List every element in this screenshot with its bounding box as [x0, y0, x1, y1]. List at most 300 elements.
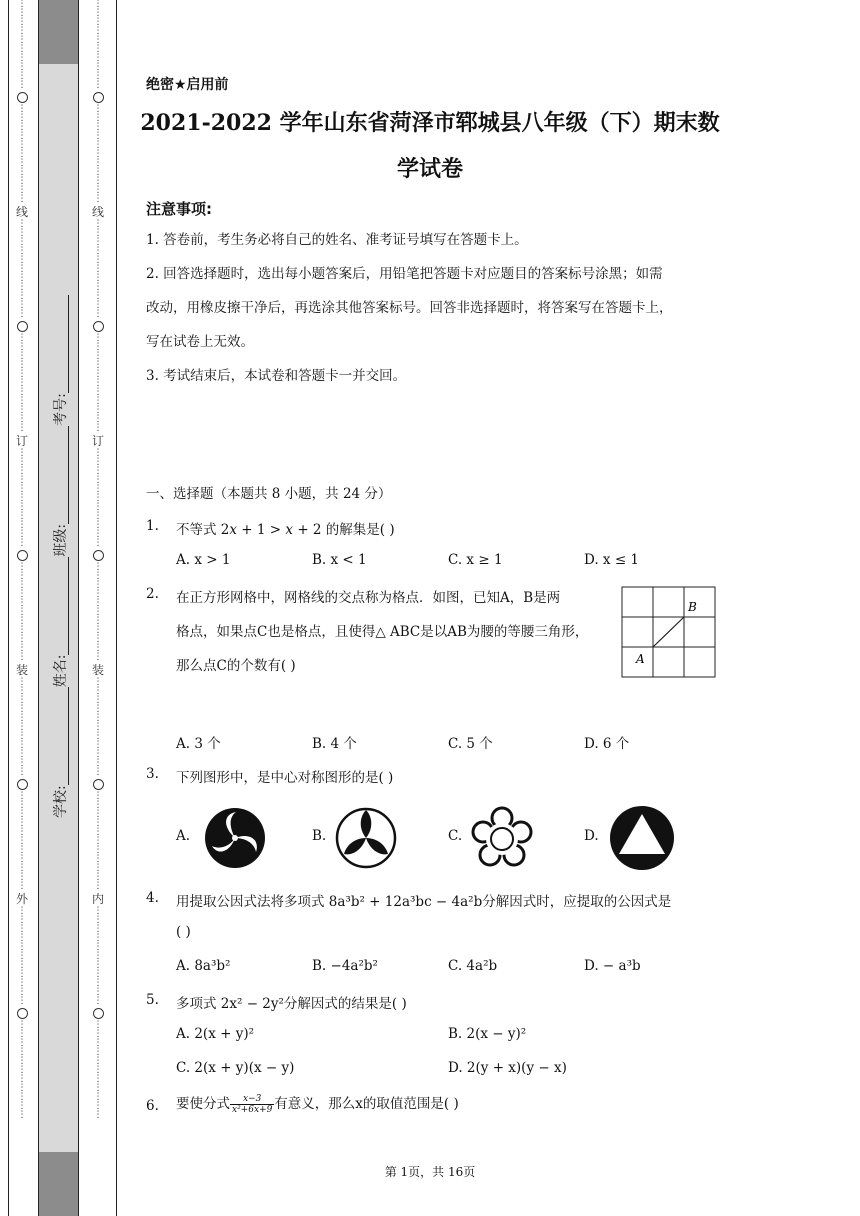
- seal-dot: ⋮: [93, 836, 103, 846]
- seal-dot: ⋮: [93, 818, 103, 828]
- seal-dot: ⋮: [93, 571, 103, 581]
- seal-dot: ⋮: [93, 924, 103, 934]
- seal-dot: ⋮: [93, 104, 103, 114]
- seal-dot: ⋮: [17, 0, 27, 9]
- seal-dot: ⋮: [93, 607, 103, 617]
- seal-dot: ⋮: [17, 71, 27, 81]
- binding-border-left: [8, 0, 9, 1216]
- seal-dot: ⋮: [17, 333, 27, 343]
- seal-dot: ⋮: [93, 1020, 103, 1030]
- seal-circle-icon: [17, 1008, 28, 1019]
- seal-dot: ⋮: [93, 791, 103, 801]
- notice-item-2-end: 写在试卷上无效。: [146, 334, 254, 350]
- seal-dot: ⋮: [93, 80, 103, 90]
- seal-dot: ⋮: [17, 845, 27, 855]
- name-field[interactable]: [54, 557, 69, 655]
- seal-dot: ⋮: [17, 1110, 27, 1120]
- seal-circle-icon: [93, 321, 104, 332]
- seal-dot: ⋮: [17, 987, 27, 997]
- seal-dot: ⋮: [17, 625, 27, 635]
- seal-circle-icon: [93, 92, 104, 103]
- seal-circle-icon: [17, 550, 28, 561]
- seal-char: 订: [15, 434, 28, 448]
- seal-dot: ⋮: [17, 529, 27, 539]
- seal-dot: ⋮: [93, 8, 103, 18]
- seal-dot: ⋮: [93, 466, 103, 476]
- seal-dot: ⋮: [17, 872, 27, 882]
- seal-dot: ⋮: [93, 71, 103, 81]
- notice-item-2-cont: 改动，用橡皮擦干净后，再选涂其他答案标号。回答非选择题时，将答案写在答题卡上，: [146, 300, 673, 316]
- seal-dot: ⋮: [93, 246, 103, 256]
- seal-dot: ⋮: [17, 53, 27, 63]
- seal-dot: ⋮: [93, 933, 103, 943]
- right-seal-column: [91, 0, 105, 1216]
- seal-dot: ⋮: [93, 749, 103, 759]
- seal-dot: ⋮: [17, 300, 27, 310]
- seal-dot: ⋮: [93, 800, 103, 810]
- seal-dot: ⋮: [93, 1029, 103, 1039]
- seal-dot: ⋮: [93, 767, 103, 777]
- seal-char: 外: [15, 892, 28, 906]
- q1-option-c[interactable]: C. x ≥ 1: [448, 552, 503, 568]
- seal-dot: ⋮: [17, 854, 27, 864]
- seal-dot: ⋮: [93, 863, 103, 873]
- seal-dot: ⋮: [17, 767, 27, 777]
- seal-dot: ⋮: [93, 35, 103, 45]
- seal-dot: ⋮: [93, 378, 103, 388]
- q2-stem-line3: 那么点C的个数有( ): [176, 658, 296, 674]
- seal-dot: ⋮: [93, 881, 103, 891]
- seal-dot: ⋮: [93, 405, 103, 415]
- q3-figure-d-triangle-circle: [608, 804, 676, 872]
- q2-option-b[interactable]: B. 4 个: [312, 736, 357, 752]
- seal-dot: ⋮: [93, 625, 103, 635]
- seal-dot: ⋮: [93, 598, 103, 608]
- q4-number: 4.: [146, 890, 159, 906]
- q4-option-b[interactable]: B. −4a²b²: [312, 958, 378, 974]
- seal-dot: ⋮: [17, 616, 27, 626]
- seal-dot: ⋮: [93, 634, 103, 644]
- q3-figure-a-triskelion: [202, 806, 268, 870]
- q4-stem-cont: ( ): [176, 924, 191, 940]
- seal-dot: ⋮: [93, 387, 103, 397]
- seal-circle-icon: [17, 321, 28, 332]
- q2-option-a[interactable]: A. 3 个: [176, 736, 221, 752]
- seal-dot: ⋮: [93, 26, 103, 36]
- seal-dot: ⋮: [93, 255, 103, 265]
- q4-stem: 用提取公因式法将多项式 8a³b² + 12a³bc − 4a²b分解因式时，应提取的公因式是: [176, 894, 672, 910]
- exam-no-field[interactable]: [54, 295, 69, 393]
- seal-dot: ⋮: [17, 942, 27, 952]
- seal-dot: ⋮: [93, 589, 103, 599]
- seal-dot: ⋮: [93, 122, 103, 132]
- seal-dot: ⋮: [17, 511, 27, 521]
- seal-dot: ⋮: [17, 194, 27, 204]
- binding-border-mid2: [78, 0, 79, 1216]
- seal-dot: ⋮: [93, 942, 103, 952]
- seal-dot: ⋮: [17, 809, 27, 819]
- binding-dark-top: [38, 0, 78, 64]
- seal-dot: ⋮: [17, 360, 27, 370]
- q1-option-b[interactable]: B. x < 1: [312, 552, 367, 568]
- seal-dot: ⋮: [17, 8, 27, 18]
- seal-dot: ⋮: [17, 149, 27, 159]
- seal-dot: ⋮: [93, 686, 103, 696]
- seal-dot: ⋮: [93, 131, 103, 141]
- exam-title-line1: 2021-2022 学年山东省菏泽市郓城县八年级（下）期末数: [140, 110, 720, 136]
- seal-dot: ⋮: [93, 113, 103, 123]
- seal-dot: ⋮: [93, 396, 103, 406]
- q2-stem-line2: 格点，如果点C也是格点，且使得△ ABC是以AB为腰的等腰三角形，: [176, 624, 589, 640]
- q3-option-c[interactable]: C.: [448, 828, 463, 844]
- q5-number: 5.: [146, 992, 159, 1008]
- seal-dot: ⋮: [17, 26, 27, 36]
- seal-dot: ⋮: [17, 951, 27, 961]
- seal-dot: ⋮: [17, 996, 27, 1006]
- seal-dot: ⋮: [17, 167, 27, 177]
- seal-dot: ⋮: [93, 562, 103, 572]
- seal-dot: ⋮: [17, 351, 27, 361]
- seal-dot: ⋮: [93, 333, 103, 343]
- notice-item-3: 3. 考试结束后，本试卷和答题卡一并交回。: [146, 368, 407, 384]
- seal-dot: ⋮: [17, 396, 27, 406]
- seal-dot: ⋮: [17, 1065, 27, 1075]
- seal-dot: ⋮: [17, 62, 27, 72]
- seal-dot: ⋮: [93, 529, 103, 539]
- seal-dot: ⋮: [93, 273, 103, 283]
- seal-dot: ⋮: [93, 351, 103, 361]
- seal-dot: ⋮: [93, 237, 103, 247]
- seal-dot: ⋮: [93, 978, 103, 988]
- seal-dot: ⋮: [93, 951, 103, 961]
- seal-dot: ⋮: [93, 185, 103, 195]
- seal-dot: ⋮: [93, 342, 103, 352]
- seal-dot: ⋮: [93, 722, 103, 732]
- seal-dot: ⋮: [93, 713, 103, 723]
- seal-dot: ⋮: [93, 845, 103, 855]
- seal-char: 装: [91, 663, 104, 677]
- seal-circle-icon: [93, 1008, 104, 1019]
- class-field[interactable]: [54, 426, 69, 524]
- q4-option-a[interactable]: A. 8a³b²: [176, 958, 231, 974]
- q2-option-d[interactable]: D. 6 个: [584, 736, 630, 752]
- seal-dot: ⋮: [17, 538, 27, 548]
- seal-dot: ⋮: [17, 387, 27, 397]
- seal-dot: ⋮: [17, 369, 27, 379]
- q4-option-c[interactable]: C. 4a²b: [448, 958, 498, 974]
- q6-number: 6.: [146, 1098, 159, 1114]
- seal-dot: ⋮: [17, 686, 27, 696]
- q6-fraction: $\frac{x-3}{\text{x²+6x+9}}$: [232, 1094, 273, 1115]
- seal-dot: ⋮: [17, 140, 27, 150]
- seal-dot: ⋮: [93, 652, 103, 662]
- q2-stem-line1: 在正方形网格中，网格线的交点称为格点．如图，已知A，B是两: [176, 590, 561, 606]
- seal-dot: ⋮: [93, 264, 103, 274]
- seal-dot: ⋮: [17, 677, 27, 687]
- seal-dot: ⋮: [17, 255, 27, 265]
- seal-dot: ⋮: [17, 1101, 27, 1111]
- seal-dot: ⋮: [17, 758, 27, 768]
- q2-number: 2.: [146, 586, 159, 602]
- seal-dot: ⋮: [17, 562, 27, 572]
- seal-dot: ⋮: [17, 1074, 27, 1084]
- seal-circle-icon: [17, 92, 28, 103]
- seal-dot: ⋮: [93, 1110, 103, 1120]
- seal-dot: ⋮: [93, 219, 103, 229]
- seal-char: 订: [91, 434, 104, 448]
- seal-dot: ⋮: [93, 1047, 103, 1057]
- seal-dot: ⋮: [93, 1056, 103, 1066]
- seal-dot: ⋮: [93, 827, 103, 837]
- seal-dot: ⋮: [17, 237, 27, 247]
- seal-dot: ⋮: [17, 520, 27, 530]
- seal-dot: ⋮: [93, 457, 103, 467]
- name-label: 姓名:: [53, 654, 69, 688]
- seal-dot: ⋮: [93, 677, 103, 687]
- seal-dot: ⋮: [17, 158, 27, 168]
- seal-dot: ⋮: [17, 704, 27, 714]
- seal-dot: ⋮: [93, 580, 103, 590]
- q3-option-a[interactable]: A.: [176, 828, 191, 844]
- seal-dot: ⋮: [17, 484, 27, 494]
- seal-dot: ⋮: [93, 0, 103, 9]
- seal-dot: ⋮: [17, 104, 27, 114]
- seal-dot: ⋮: [93, 872, 103, 882]
- q3-figure-b-leaves: [334, 806, 398, 870]
- notice-heading: 注意事项:: [146, 200, 212, 218]
- seal-dot: ⋮: [93, 369, 103, 379]
- seal-dot: ⋮: [17, 185, 27, 195]
- seal-dot: ⋮: [17, 1083, 27, 1093]
- q3-number: 3.: [146, 766, 159, 782]
- seal-dot: ⋮: [93, 414, 103, 424]
- binding-border-mid1: [38, 0, 39, 1216]
- seal-dot: ⋮: [93, 987, 103, 997]
- seal-dot: ⋮: [17, 652, 27, 662]
- seal-dot: ⋮: [93, 176, 103, 186]
- seal-dot: ⋮: [93, 475, 103, 485]
- seal-dot: ⋮: [17, 800, 27, 810]
- q3-option-b[interactable]: B.: [312, 828, 327, 844]
- seal-dot: ⋮: [93, 493, 103, 503]
- seal-dot: ⋮: [17, 906, 27, 916]
- seal-dot: ⋮: [93, 44, 103, 54]
- seal-dot: ⋮: [93, 643, 103, 653]
- seal-dot: ⋮: [93, 854, 103, 864]
- seal-char: 线: [15, 205, 28, 219]
- notice-item-2: 2. 回答选择题时，选出每小题答案后，用铅笔把答题卡对应题目的答案标号涂黑；如需: [146, 266, 663, 282]
- seal-dot: ⋮: [17, 960, 27, 970]
- seal-dot: ⋮: [93, 228, 103, 238]
- seal-char: 装: [15, 663, 28, 677]
- seal-dot: ⋮: [17, 749, 27, 759]
- seal-dot: ⋮: [93, 17, 103, 27]
- seal-dot: ⋮: [17, 1020, 27, 1030]
- seal-dot: ⋮: [93, 282, 103, 292]
- seal-dot: ⋮: [93, 520, 103, 530]
- seal-dot: ⋮: [17, 598, 27, 608]
- seal-dot: ⋮: [93, 704, 103, 714]
- seal-dot: ⋮: [17, 405, 27, 415]
- seal-dot: ⋮: [17, 933, 27, 943]
- binding-dark-bottom: [38, 1152, 78, 1216]
- point-b-label: B: [688, 600, 697, 614]
- seal-char: 线: [91, 205, 104, 219]
- seal-dot: ⋮: [17, 342, 27, 352]
- seal-dot: ⋮: [93, 309, 103, 319]
- seal-dot: ⋮: [17, 131, 27, 141]
- seal-dot: ⋮: [17, 571, 27, 581]
- exam-no-label: 考号:: [53, 393, 69, 426]
- q2-grid-figure: [620, 585, 718, 679]
- seal-dot: ⋮: [93, 511, 103, 521]
- q5-option-a[interactable]: A. 2(x + y)²: [176, 1026, 255, 1042]
- seal-dot: ⋮: [17, 291, 27, 301]
- seal-dot: ⋮: [93, 300, 103, 310]
- school-label: 学校:: [53, 785, 69, 818]
- seal-dot: ⋮: [93, 149, 103, 159]
- seal-dot: ⋮: [93, 291, 103, 301]
- seal-dot: ⋮: [17, 1029, 27, 1039]
- q3-stem: 下列图形中，是中心对称图形的是( ): [176, 770, 394, 786]
- seal-dot: ⋮: [93, 158, 103, 168]
- seal-dot: ⋮: [17, 580, 27, 590]
- seal-dot: ⋮: [17, 863, 27, 873]
- seal-dot: ⋮: [17, 695, 27, 705]
- seal-dot: ⋮: [93, 360, 103, 370]
- section-title: 一、选择题（本题共 8 小题，共 24 分）: [146, 486, 392, 502]
- seal-dot: ⋮: [17, 273, 27, 283]
- seal-dot: ⋮: [17, 378, 27, 388]
- seal-dot: ⋮: [17, 475, 27, 485]
- seal-dot: ⋮: [93, 616, 103, 626]
- seal-dot: ⋮: [17, 414, 27, 424]
- q5-stem: 多项式 2x² − 2y²分解因式的结果是( ): [176, 996, 407, 1012]
- seal-dot: ⋮: [17, 924, 27, 934]
- q1-option-a[interactable]: A. x > 1: [176, 552, 231, 568]
- binding-border-right: [116, 0, 117, 1216]
- seal-char: 内: [91, 892, 104, 906]
- q6-stem: 要使分式 $\frac{x-3}{\text{x²+6x+9}}$ 有意义，那么x的取值范围是( ): [176, 1094, 459, 1115]
- seal-dot: ⋮: [93, 1101, 103, 1111]
- seal-dot: ⋮: [93, 167, 103, 177]
- seal-dot: ⋮: [17, 80, 27, 90]
- seal-dot: ⋮: [17, 309, 27, 319]
- q5-option-d[interactable]: D. 2(y + x)(y − x): [448, 1060, 567, 1076]
- seal-dot: ⋮: [17, 915, 27, 925]
- seal-dot: ⋮: [17, 731, 27, 741]
- secret-label: 绝密★启用前: [146, 77, 229, 93]
- seal-dot: ⋮: [17, 722, 27, 732]
- seal-dot: ⋮: [17, 978, 27, 988]
- seal-dot: ⋮: [93, 740, 103, 750]
- seal-dot: ⋮: [17, 35, 27, 45]
- q2-option-c[interactable]: C. 5 个: [448, 736, 493, 752]
- seal-dot: ⋮: [17, 740, 27, 750]
- seal-dot: ⋮: [93, 695, 103, 705]
- seal-circle-icon: [17, 779, 28, 790]
- q1-stem: 不等式 2x + 1 > x + 2 的解集是( ): [176, 522, 395, 538]
- seal-dot: ⋮: [17, 1047, 27, 1057]
- seal-dot: ⋮: [17, 607, 27, 617]
- seal-dot: ⋮: [17, 264, 27, 274]
- seal-dot: ⋮: [93, 423, 103, 433]
- seal-dot: ⋮: [17, 282, 27, 292]
- seal-dot: ⋮: [17, 1056, 27, 1066]
- seal-dot: ⋮: [17, 881, 27, 891]
- seal-dot: ⋮: [93, 53, 103, 63]
- seal-dot: ⋮: [93, 906, 103, 916]
- q4-option-d[interactable]: D. − a³b: [584, 958, 641, 974]
- seal-dot: ⋮: [17, 589, 27, 599]
- seal-dot: ⋮: [17, 44, 27, 54]
- seal-dot: ⋮: [17, 176, 27, 186]
- seal-dot: ⋮: [17, 643, 27, 653]
- seal-dot: ⋮: [17, 219, 27, 229]
- seal-dot: ⋮: [17, 228, 27, 238]
- seal-circle-icon: [93, 779, 104, 790]
- seal-dot: ⋮: [17, 466, 27, 476]
- seal-dot: ⋮: [17, 969, 27, 979]
- q5-option-c[interactable]: C. 2(x + y)(x − y): [176, 1060, 295, 1076]
- seal-dot: ⋮: [93, 1038, 103, 1048]
- seal-dot: ⋮: [17, 713, 27, 723]
- school-field[interactable]: [54, 687, 69, 785]
- class-label: 班级:: [53, 523, 69, 557]
- seal-dot: ⋮: [17, 122, 27, 132]
- seal-dot: ⋮: [93, 502, 103, 512]
- seal-dot: ⋮: [17, 448, 27, 458]
- seal-dot: ⋮: [93, 448, 103, 458]
- seal-dot: ⋮: [93, 915, 103, 925]
- seal-dot: ⋮: [17, 1038, 27, 1048]
- q5-option-b[interactable]: B. 2(x − y)²: [448, 1026, 527, 1042]
- exam-title-line2: 学试卷: [396, 156, 463, 182]
- seal-dot: ⋮: [93, 809, 103, 819]
- seal-dot: ⋮: [93, 140, 103, 150]
- seal-circle-icon: [93, 550, 104, 561]
- seal-dot: ⋮: [17, 457, 27, 467]
- seal-dot: ⋮: [17, 836, 27, 846]
- page-footer: 第 1页，共 16页: [384, 1165, 476, 1179]
- seal-dot: ⋮: [17, 818, 27, 828]
- seal-dot: ⋮: [17, 1092, 27, 1102]
- seal-dot: ⋮: [93, 484, 103, 494]
- seal-dot: ⋮: [17, 113, 27, 123]
- seal-dot: ⋮: [93, 1074, 103, 1084]
- seal-dot: ⋮: [93, 1092, 103, 1102]
- seal-dot: ⋮: [93, 758, 103, 768]
- seal-dot: ⋮: [93, 194, 103, 204]
- seal-dot: ⋮: [17, 634, 27, 644]
- seal-dot: ⋮: [17, 493, 27, 503]
- seal-dot: ⋮: [93, 996, 103, 1006]
- seal-dot: ⋮: [93, 1065, 103, 1075]
- q3-option-d[interactable]: D.: [584, 828, 599, 844]
- seal-dot: ⋮: [17, 791, 27, 801]
- q3-figure-c-flower: [470, 806, 534, 870]
- seal-dot: ⋮: [93, 731, 103, 741]
- seal-dot: ⋮: [17, 246, 27, 256]
- q1-option-d[interactable]: D. x ≤ 1: [584, 552, 640, 568]
- seal-dot: ⋮: [17, 17, 27, 27]
- seal-dot: ⋮: [93, 62, 103, 72]
- seal-dot: ⋮: [93, 1083, 103, 1093]
- notice-item-1: 1. 答卷前，考生务必将自己的姓名、准考证号填写在答题卡上。: [146, 232, 528, 248]
- q1-number: 1.: [146, 518, 159, 534]
- point-a-label: A: [636, 652, 645, 666]
- student-info-fields: [50, 295, 70, 818]
